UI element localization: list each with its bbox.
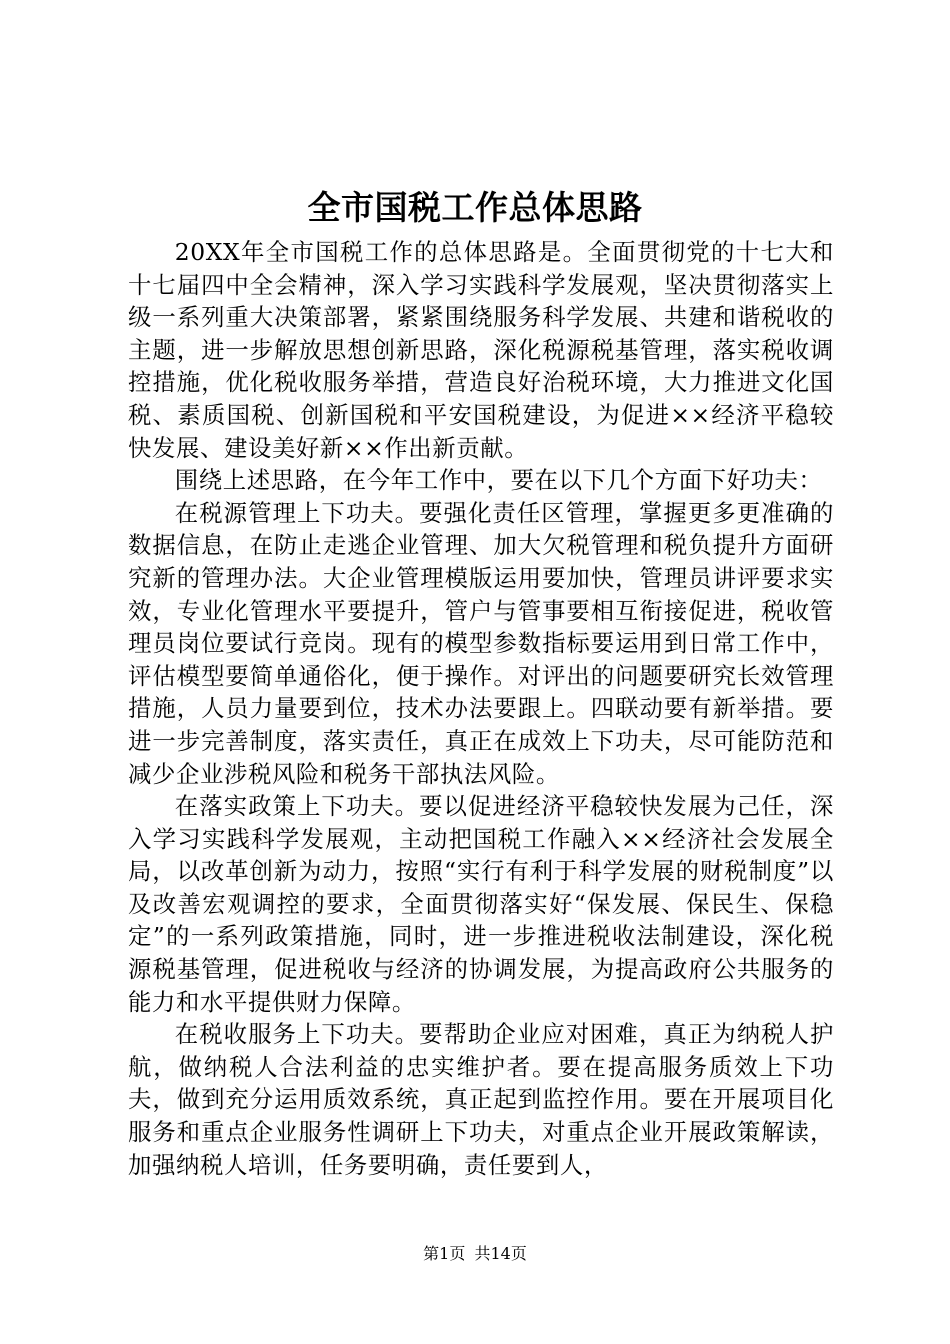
page-number: 第1页 xyxy=(423,1244,466,1263)
paragraph-policy-implementation: 在落实政策上下功夫。要以促进经济平稳较快发展为己任，深入学习实践科学发展观，主动把国税工作融入××经济社会发展全局，以改革创新为动力，按照“实行有利于科学发展的财税制度”以及改善宏观调控的要求，全面贯彻落实好“保发展、保民生、保稳定”的一系列政策措施，同时，进一步推进税收法制建设，深化税源税基管理，促进税收与经济的协调发展，为提高政府公共服务的能力和水平提供财力保障。 xyxy=(128,792,834,1016)
paragraph-tax-service: 在税收服务上下功夫。要帮助企业应对困难，真正为纳税人护航，做纳税人合法利益的忠实维护者。要在提高服务质效上下功夫，做到充分运用质效系统，真正起到监控作用。要在开展项目化服务和重点企业服务性调研上下功夫，对重点企业开展政策解读，加强纳税人培训，任务要明确，责任要到人， xyxy=(128,1020,834,1179)
paragraph-tax-source-management: 在税源管理上下功夫。要强化责任区管理，掌握更多更准确的数据信息，在防止走逃企业管理、加大欠税管理和税负提升方面研究新的管理办法。大企业管理模版运用要加快，管理员讲评要求实效，专业化管理水平要提升，管户与管事要相互衔接促进，税收管理员岗位要试行竞岗。现有的模型参数指标要运用到日常工作中，评估模型要简单通俗化，便于操作。对评出的问题要研究长效管理措施，人员力量要到位，技术办法要跟上。四联动要有新举措。要进一步完善制度，落实责任，真正在成效上下功夫，尽可能防范和减少企业涉税风险和税务干部执法风险。 xyxy=(128,498,834,788)
page-footer xyxy=(0,1244,950,1264)
paragraph-intro-aspects: 围绕上述思路，在今年工作中，要在以下几个方面下好功夫： xyxy=(174,466,823,495)
document-title: 全市国税工作总体思路 xyxy=(307,188,643,227)
document-body xyxy=(128,236,834,1181)
paragraph-overall-approach: 20XX年全市国税工作的总体思路是。全面贯彻党的十七大和十七届四中全会精神，深入学习实践科学发展观，坚决贯彻落实上级一系列重大决策部署，紧紧围绕服务科学发展、共建和谐税收的主题，进一步解放思想创新思路，深化税源税基管理，落实税收调控措施，优化税收服务举措，营造良好治税环境，大力推进文化国税、素质国税、创新国税和平安国税建设，为促进××经济平稳较快发展、建设美好新××作出新贡献。 xyxy=(128,238,834,462)
page-total: 共14页 xyxy=(474,1244,527,1263)
